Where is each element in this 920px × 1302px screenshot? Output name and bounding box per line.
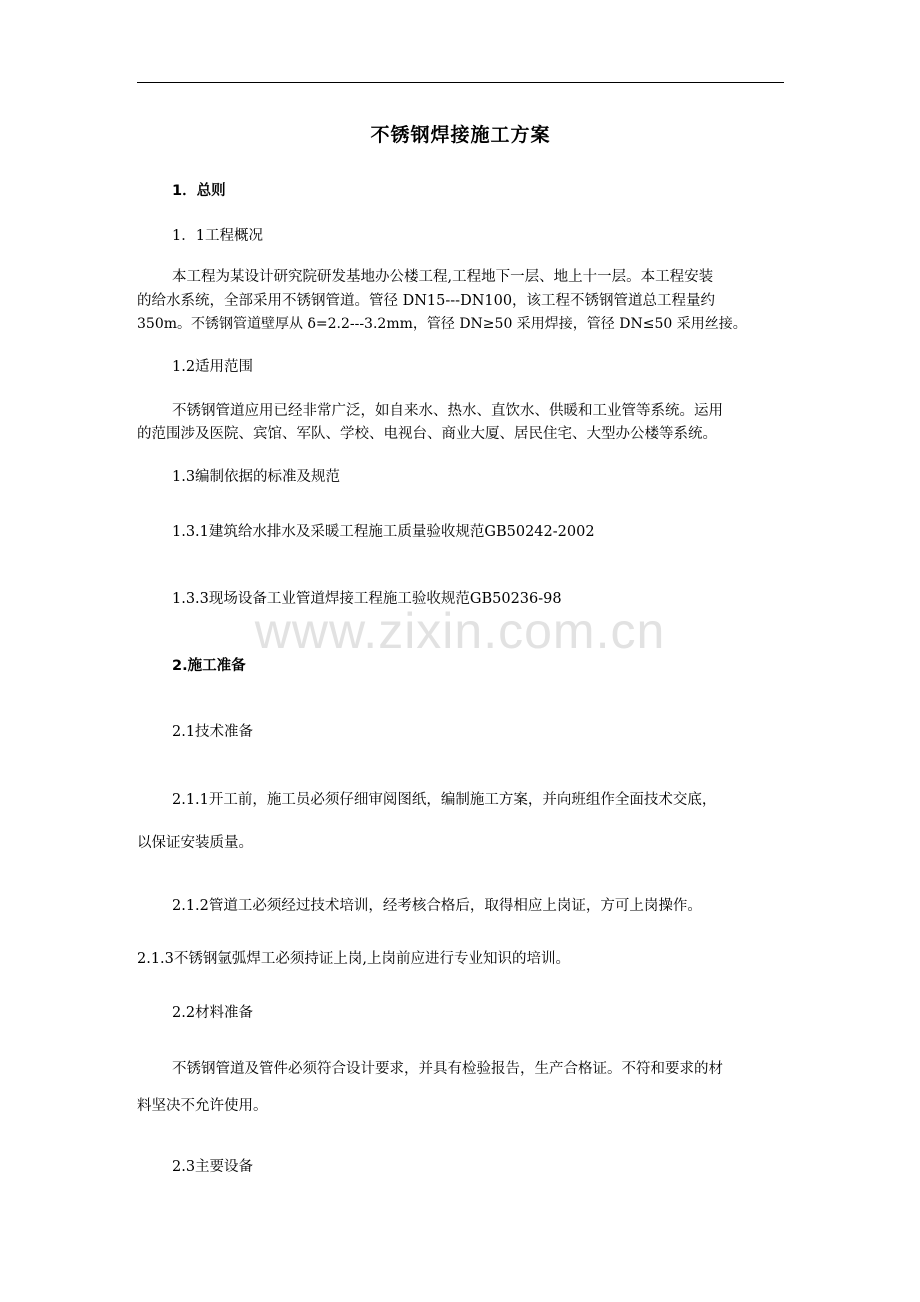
header-rule <box>137 82 784 83</box>
section-1-3-1: 1.3.1建筑给水排水及采暖工程施工质量验收规范GB50242-2002 <box>172 524 595 540</box>
section-2-heading: 2.施工准备 <box>172 658 246 674</box>
section-2-1-3: 2.1.3不锈钢氩弧焊工必须持证上岗,上岗前应进行专业知识的培训。 <box>137 951 571 967</box>
section-1-1-heading: 1．1工程概况 <box>172 228 263 244</box>
watermark: www.zixin.com.cn <box>254 603 666 659</box>
section-1-2-heading: 1.2适用范围 <box>172 359 254 375</box>
section-1-heading: 1．总则 <box>172 183 226 199</box>
section-1-2-paragraph-line2: 的范围涉及医院、宾馆、军队、学校、电视台、商业大厦、居民住宅、大型办公楼等系统。 <box>137 426 717 442</box>
section-2-1-1-line2: 以保证安装质量。 <box>137 835 253 851</box>
section-1-3-heading: 1.3编制依据的标准及规范 <box>172 469 341 485</box>
section-2-1-1-line1: 2.1.1开工前，施工员必须仔细审阅图纸，编制施工方案，并向班组作全面技术交底， <box>172 792 717 808</box>
section-1-1-paragraph-line2: 的给水系统，全部采用不锈钢管道。管径 DN15---DN100，该工程不锈钢管道总工程量约 <box>137 293 716 309</box>
document-title: 不锈钢焊接施工方案 <box>370 124 551 146</box>
section-1-1-paragraph-line3: 350m。不锈钢管道壁厚从 δ=2.2---3.2mm，管径 DN≥50 采用焊接，管径 DN≤50 采用丝接。 <box>137 316 747 332</box>
section-2-3-heading: 2.3主要设备 <box>172 1159 254 1175</box>
section-1-1-paragraph-line1: 本工程为某设计研究院研发基地办公楼工程,工程地下一层、地上十一层。本工程安装 <box>172 269 714 285</box>
section-2-2-paragraph-line2: 料坚决不允许使用。 <box>137 1098 268 1114</box>
section-2-1-heading: 2.1技术准备 <box>172 724 254 740</box>
section-2-2-paragraph-line1: 不锈钢管道及管件必须符合设计要求，并具有检验报告，生产合格证。不符和要求的材 <box>172 1061 723 1077</box>
section-1-2-paragraph-line1: 不锈钢管道应用已经非常广泛，如自来水、热水、直饮水、供暖和工业管等系统。运用 <box>172 403 723 419</box>
section-1-3-3: 1.3.3现场设备工业管道焊接工程施工验收规范GB50236-98 <box>172 591 562 607</box>
section-2-2-heading: 2.2材料准备 <box>172 1005 254 1021</box>
section-2-1-2: 2.1.2管道工必须经过技术培训，经考核合格后，取得相应上岗证，方可上岗操作。 <box>172 898 702 914</box>
